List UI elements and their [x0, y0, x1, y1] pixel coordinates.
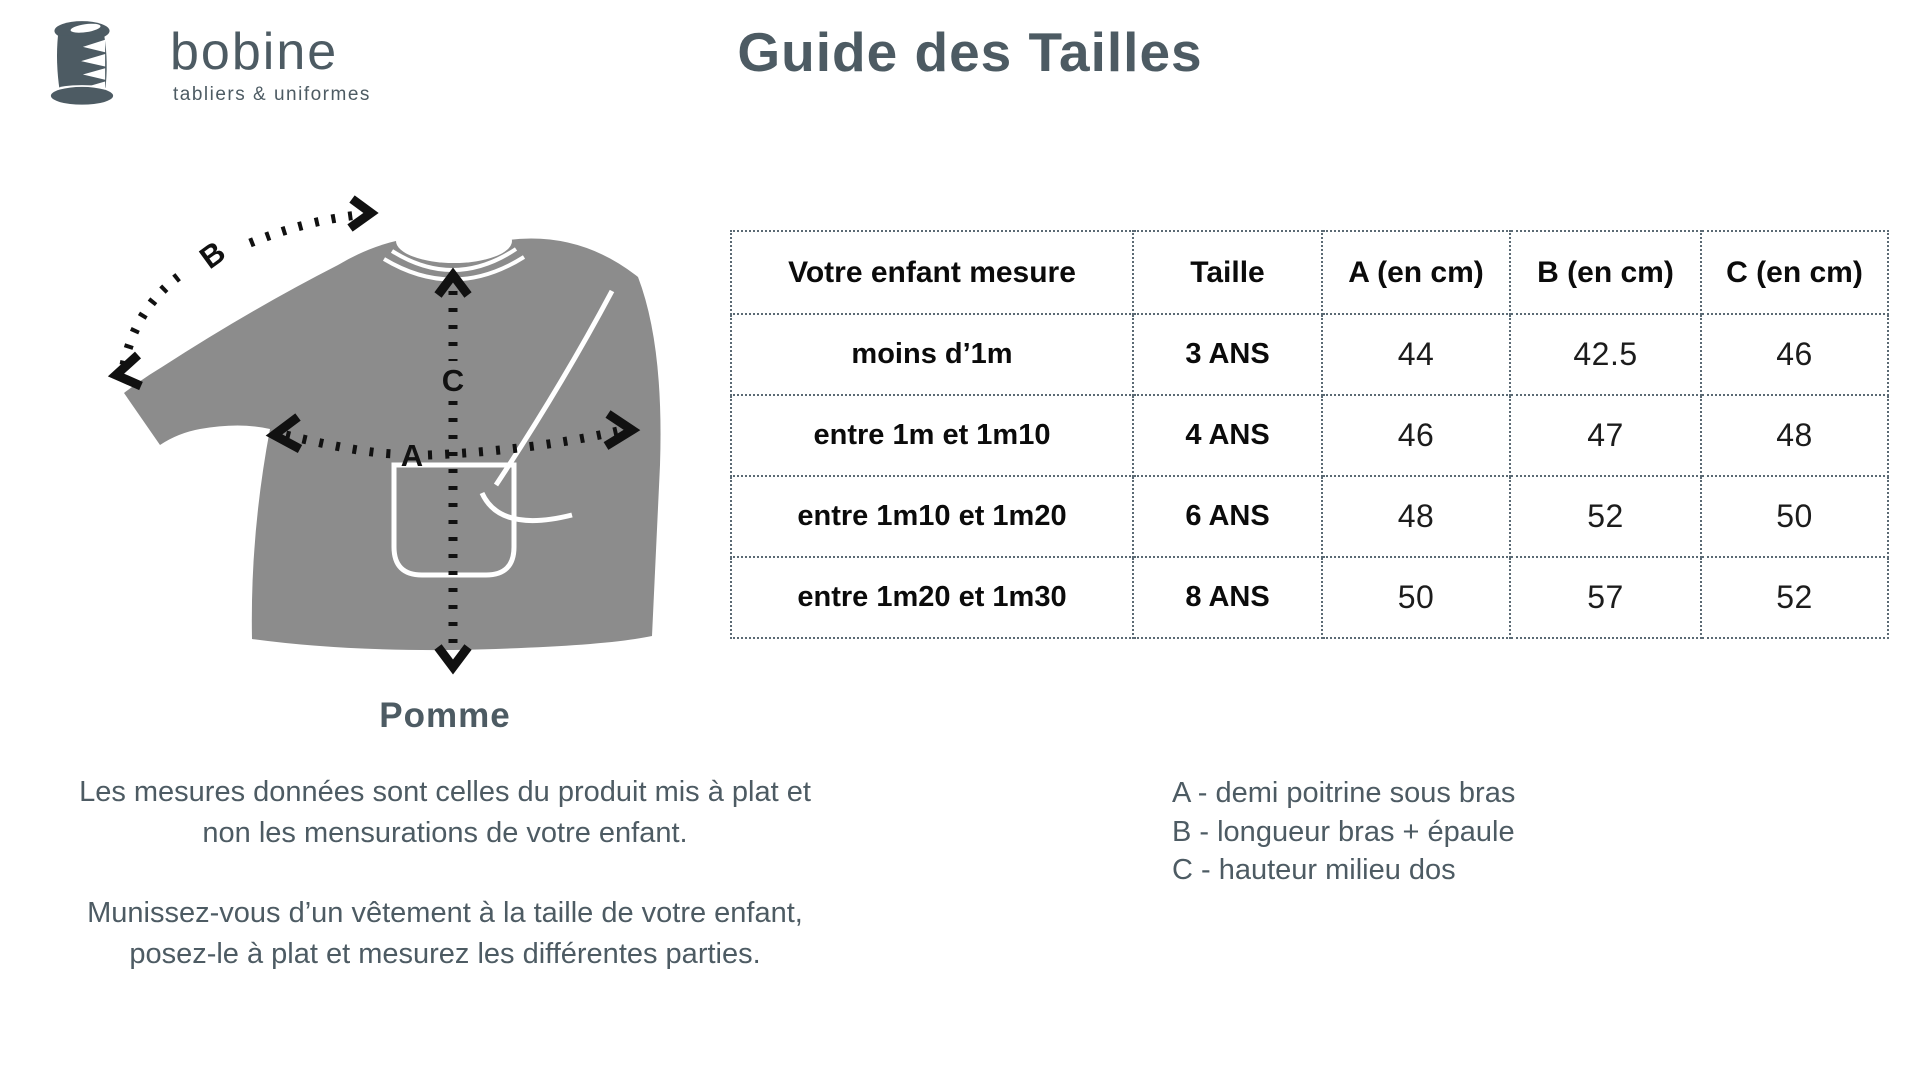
- measure-note-flat: [20, 772, 870, 854]
- cell-a: 46: [1322, 395, 1510, 476]
- legend-item-b: B - longueur bras + épaule: [1172, 815, 1515, 848]
- measure-line-b: [250, 215, 358, 243]
- col-header-a: A (en cm): [1322, 231, 1510, 314]
- cell-b: 52: [1510, 476, 1701, 557]
- collar-opening: [396, 219, 512, 263]
- cell-b: 42.5: [1510, 314, 1701, 395]
- brand-name: bobine: [170, 23, 339, 81]
- measure-note-howto: [20, 893, 870, 975]
- note-line: non les mensurations de votre enfant.: [202, 817, 688, 849]
- cell-a: 50: [1322, 557, 1510, 638]
- col-header-c: C (en cm): [1701, 231, 1888, 314]
- cell-mesure: entre 1m20 et 1m30: [731, 557, 1133, 638]
- table-row: [731, 314, 1888, 395]
- col-header-mesure: Votre enfant mesure: [731, 231, 1133, 314]
- cell-taille: 4 ANS: [1133, 395, 1322, 476]
- cell-taille: 6 ANS: [1133, 476, 1322, 557]
- measure-line-b: [124, 271, 186, 365]
- cell-c: 48: [1701, 395, 1888, 476]
- product-name: Pomme: [379, 696, 511, 735]
- note-line: posez-le à plat et mesurez les différentes parties.: [129, 938, 761, 970]
- legend-item-a: A - demi poitrine sous bras: [1172, 777, 1516, 809]
- cell-b: 57: [1510, 557, 1701, 638]
- cell-taille: 3 ANS: [1133, 314, 1322, 395]
- smock-silhouette: [124, 239, 661, 651]
- measure-legend: [1172, 774, 1515, 890]
- cell-a: 48: [1322, 476, 1510, 557]
- cell-c: 50: [1701, 476, 1888, 557]
- cell-b: 47: [1510, 395, 1701, 476]
- page-title: Guide des Tailles: [737, 21, 1203, 83]
- cell-c: 52: [1701, 557, 1888, 638]
- cell-a: 44: [1322, 314, 1510, 395]
- arrowhead-b-bottom: [116, 355, 141, 386]
- table-header-row: [731, 231, 1888, 314]
- cell-mesure: entre 1m10 et 1m20: [731, 476, 1133, 557]
- measure-label-c: C: [441, 363, 465, 398]
- arrowhead-b-top: [350, 199, 371, 228]
- note-line: Munissez-vous d’un vêtement à la taille de votre enfant,: [87, 897, 803, 929]
- cell-mesure: entre 1m et 1m10: [731, 395, 1133, 476]
- cell-mesure: moins d’1m: [731, 314, 1133, 395]
- size-table: [730, 230, 1889, 639]
- measure-label-a: A: [400, 438, 424, 473]
- measure-label-b: B: [193, 234, 232, 276]
- table-row: [731, 476, 1888, 557]
- legend-item-c: C - hauteur milieu dos: [1172, 854, 1456, 886]
- table-row: [731, 557, 1888, 638]
- note-line: Les mesures données sont celles du produit mis à plat et: [79, 776, 811, 808]
- brand-tagline: tabliers & uniformes: [173, 84, 371, 105]
- garment-measurement-diagram: [100, 195, 680, 695]
- col-header-taille: Taille: [1133, 231, 1322, 314]
- thread-spool-icon: [42, 16, 122, 108]
- col-header-b: B (en cm): [1510, 231, 1701, 314]
- brand-logo: [42, 14, 462, 114]
- cell-taille: 8 ANS: [1133, 557, 1322, 638]
- table-row: [731, 395, 1888, 476]
- cell-c: 46: [1701, 314, 1888, 395]
